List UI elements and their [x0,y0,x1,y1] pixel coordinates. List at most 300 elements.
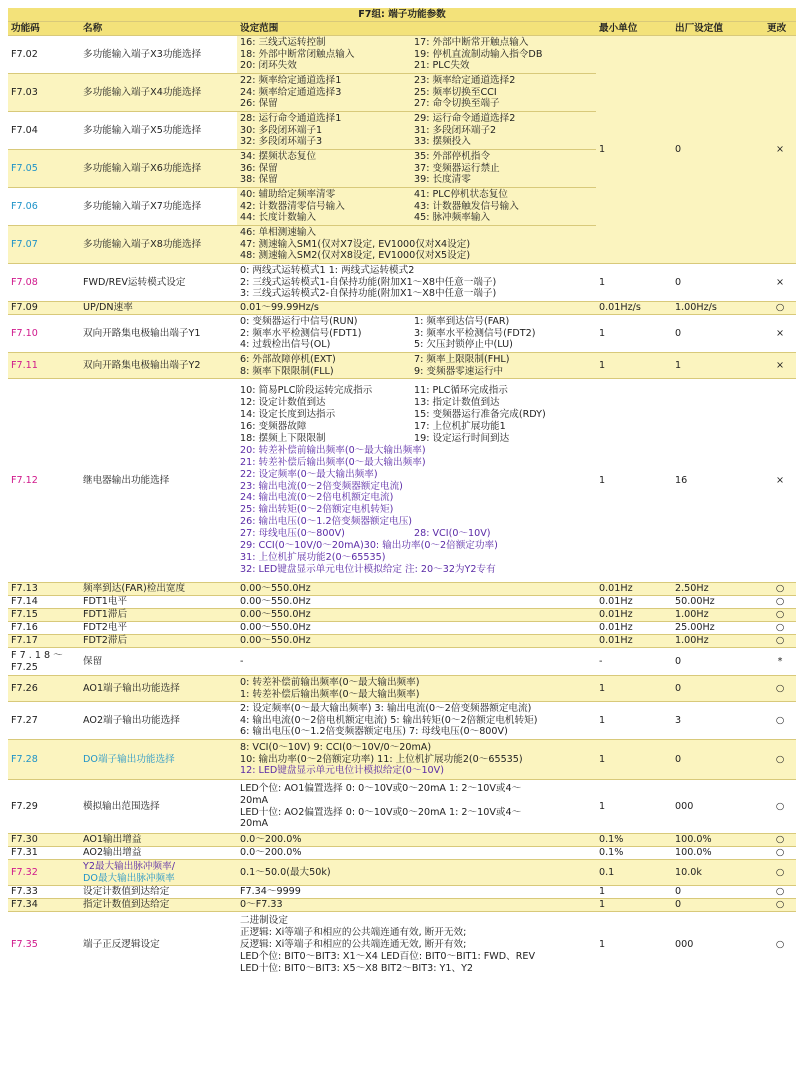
range-option: 24: 频率给定通道选择3 [240,86,342,98]
table-row [8,264,796,302]
param-code: F7.03 [8,74,80,112]
range-option: 43: 计数器触发信号输入 [414,200,519,212]
range-option: 36: 保留 [240,162,278,174]
range-line: 正逻辑: Xi等端子和相应的公共端连通有效, 断开无效; [240,926,467,938]
default-value: 0 [672,899,764,912]
range-line [240,397,593,409]
table-row [8,315,796,353]
param-name: 双向开路集电极输出端子Y2 [80,353,237,379]
param-code [8,648,80,676]
range-option: 28: 运行命令通道选择1 [240,112,342,124]
range-option: 8: 频率下限限制(FLL) [240,365,334,377]
param-code: F7.06 [8,188,80,226]
range-content [240,886,593,898]
default-value: 16 [672,379,764,583]
default-value: 0 [672,264,764,302]
range-option: 32: 多段闭环端子3 [240,136,323,148]
change-mark: × [764,353,796,379]
input-terminal-group [8,36,796,264]
range-option: 23: 频率给定通道选择2 [414,74,516,86]
change-mark: ○ [764,847,796,860]
range-content [240,867,593,879]
range-cell [237,702,596,740]
range-option: 45: 脉冲频率输入 [414,212,491,224]
default-value: 1.00Hz [672,635,764,648]
param-name: AO2端子输出功能选择 [80,702,237,740]
range-line: 反逻辑: Xi等端子和相应的公共端连通无效, 断开有效; [240,938,467,950]
default-value: 000 [672,912,764,978]
change-mark: ○ [764,740,796,780]
table-row [8,886,796,899]
range-content [240,189,593,225]
range-content [240,847,593,859]
min-unit: 0.1% [596,834,672,847]
header-range: 设定范围 [237,22,596,36]
range-option: 20: 闭环失效 [240,60,297,72]
default-value: 25.00Hz [672,622,764,635]
range-cell [237,112,596,150]
change-mark: ○ [764,899,796,912]
range-content [240,583,593,595]
range-line [240,60,593,72]
param-code: F7.09 [8,302,80,315]
table-row [8,648,796,676]
range-line: 0.00～550.0Hz [240,609,311,621]
change-mark: ○ [764,860,796,886]
range-line: - [240,655,244,667]
range-content [240,703,593,739]
param-name: FDT1电平 [80,596,237,609]
range-line: 22: 设定频率(0～最大输出频率) [240,468,378,480]
code-line: F7.25 [11,661,38,673]
range-line [240,354,593,366]
range-content [240,656,593,668]
table-row [8,702,796,740]
default-value: 0 [672,315,764,353]
range-cell [237,74,596,112]
range-option: 11: PLC循环完成指示 [414,385,508,397]
range-content [240,265,593,301]
range-line [240,75,593,87]
range-line: 46: 单相测速输入 [240,226,317,238]
table-row [8,834,796,847]
table-row [8,36,796,74]
table-row [8,635,796,648]
min-unit: 1 [596,379,672,583]
param-code: F7.32 [8,860,80,886]
range-option: 40: 辅助给定频率清零 [240,188,336,200]
min-unit: 1 [596,36,672,264]
range-option: 5: 欠压封锁停止中(LU) [414,339,513,351]
range-line: 48: 测速输入SM2(仅对X8设定, EV1000仅对X5设定) [240,250,471,262]
range-content [240,622,593,634]
range-line: 0.00～550.0Hz [240,583,311,595]
table-row [8,676,796,702]
param-code: F7.17 [8,635,80,648]
range-option: 29: 运行命令通道选择2 [414,112,516,124]
range-option: 2: 频率水平检测信号(FDT1) [240,327,362,339]
min-unit: 0.01Hz [596,635,672,648]
param-name: 指定计数值到达给定 [80,899,237,912]
param-name [80,860,237,886]
change-mark: * [764,648,796,676]
param-name: FDT1滞后 [80,609,237,622]
code-line: F 7 . 1 8 ～ [11,649,63,661]
range-line: 3: 三线式运转模式2-自保持功能(附加X1～X8中任意一端子) [240,288,497,300]
range-cell [237,583,596,596]
param-name: 多功能输入端子X4功能选择 [80,74,237,112]
range-option: 27: 母线电压(0～800V) [240,528,345,540]
range-line [240,174,593,186]
default-value: 2.50Hz [672,583,764,596]
range-option: 31: 多段闭环端子2 [414,124,497,136]
range-line: 47: 测速输入SM1(仅对X7设定, EV1000仅对X4设定) [240,238,471,250]
table-row [8,780,796,834]
range-line [240,421,593,433]
range-content [240,302,593,314]
range-cell [237,150,596,188]
change-mark: ○ [764,302,796,315]
param-code: F7.29 [8,780,80,834]
param-name: 双向开路集电极输出端子Y1 [80,315,237,353]
change-mark: ○ [764,596,796,609]
param-name: FDT2滞后 [80,635,237,648]
change-mark: × [764,264,796,302]
range-cell [237,740,596,780]
range-content [240,783,593,831]
range-cell [237,912,596,978]
range-option: 41: PLC停机状态复位 [414,188,508,200]
name-line: DO最大输出脉冲频率 [83,872,175,884]
param-name: 多功能输入端子X6功能选择 [80,150,237,188]
range-line: LED个位: AO1偏置选择 0: 0～10V或0～20mA 1: 2～10V或4～ [240,782,522,794]
param-code: F7.34 [8,899,80,912]
min-unit: 0.01Hz [596,609,672,622]
range-content [240,354,593,378]
param-name: AO2输出增益 [80,847,237,860]
range-option: 0: 变频器运行中信号(RUN) [240,315,358,327]
default-value: 50.00Hz [672,596,764,609]
range-line: 4: 输出电流(0～2倍电机额定电流) 5: 输出转矩(0～2倍额定电机转矩) [240,714,538,726]
range-line: 20: 转差补偿前输出频率(0～最大输出频率) [240,444,426,456]
default-value: 0 [672,36,764,264]
range-content [240,151,593,187]
range-line [240,151,593,163]
range-line: 0.00～550.0Hz [240,622,311,634]
range-option: 12: 设定计数值到达 [240,397,326,409]
min-unit: - [596,648,672,676]
default-value: 0 [672,676,764,702]
range-line: 8: VCI(0～10V) 9: CCI(0～10V/0～20mA) [240,741,432,753]
range-content [240,899,593,911]
range-option: 15: 变频器运行准备完成(RDY) [414,409,546,421]
range-line: 23: 输出电流(0～2倍变频器额定电流) [240,480,403,492]
range-option: 35: 外部停机指令 [414,150,491,162]
range-content [240,742,593,778]
min-unit: 1 [596,899,672,912]
param-name: 继电器输出功能选择 [80,379,237,583]
min-unit: 1 [596,912,672,978]
range-option: 13: 指定计数值到达 [414,397,500,409]
range-line: 6: 输出电压(0～1.2倍变频器额定电压) 7: 母线电压(0～800V) [240,726,508,738]
range-option: 39: 长度清零 [414,174,471,186]
range-cell [237,609,596,622]
range-option: 19: 设定运行时间到达 [414,432,510,444]
range-line: 0: 两线式运转模式1 1: 两线式运转模式2 [240,264,415,276]
range-line: 12: LED键盘显示单元电位计模拟给定(0～10V) [240,765,444,777]
param-code: F7.28 [8,740,80,780]
range-line [240,98,593,110]
param-code: F7.02 [8,36,80,74]
min-unit: 0.1% [596,847,672,860]
range-line: 0.00～550.0Hz [240,635,311,647]
range-cell [237,847,596,860]
param-code: F7.11 [8,353,80,379]
param-name: 频率到达(FAR)检出宽度 [80,583,237,596]
default-value: 0 [672,648,764,676]
range-line: 0.0～200.0% [240,847,302,859]
param-name: 多功能输入端子X3功能选择 [80,36,237,74]
range-cell [237,622,596,635]
range-cell [237,899,596,912]
range-content [240,915,593,975]
param-code: F7.05 [8,150,80,188]
range-content [240,37,593,73]
param-name: 多功能输入端子X5功能选择 [80,112,237,150]
range-line: 2: 设定频率(0～最大输出频率) 3: 输出电流(0～2倍变频器额定电流) [240,702,532,714]
param-code: F7.30 [8,834,80,847]
param-name: AO1输出增益 [80,834,237,847]
change-mark: ○ [764,886,796,899]
range-option: 9: 变频器零速运行中 [414,365,504,377]
range-line: 0: 转差补偿前输出频率(0～最大输出频率) [240,676,420,688]
min-unit: 1 [596,676,672,702]
header-default: 出厂设定值 [672,22,764,36]
table-row [8,596,796,609]
range-line: 1: 转差补偿后输出频率(0～最大输出频率) [240,688,420,700]
range-cell [237,353,596,379]
range-cell [237,226,596,264]
default-value: 1.00Hz [672,609,764,622]
min-unit: 1 [596,264,672,302]
range-option: 37: 变频器运行禁止 [414,162,500,174]
param-code: F7.08 [8,264,80,302]
range-option: 19: 停机直流制动输入指令DB [414,48,543,60]
range-content [240,113,593,149]
range-cell [237,648,596,676]
default-value: 000 [672,780,764,834]
range-content [240,316,593,352]
range-content [240,596,593,608]
range-option: 18: 摆频上下限限制 [240,432,326,444]
range-option: 18: 外部中断常闭触点输入 [240,48,355,60]
table-row [8,912,796,978]
range-option: 10: 简易PLC阶段运转完成指示 [240,385,373,397]
range-line [240,366,593,378]
range-line [240,316,593,328]
parameter-table-page [8,8,796,978]
range-cell [237,596,596,609]
range-option: 14: 设定长度到达指示 [240,409,336,421]
range-line: 32: LED键盘显示单元电位计模拟给定 注: 20～32为Y2专有 [240,563,496,575]
range-line: 0.01～99.99Hz/s [240,302,319,314]
range-line [240,163,593,175]
param-name: 多功能输入端子X7功能选择 [80,188,237,226]
param-code: F7.07 [8,226,80,264]
range-content [240,75,593,111]
default-value: 10.0k [672,860,764,886]
name-line: Y2最大输出脉冲频率/ [83,860,175,872]
min-unit: 0.01Hz [596,583,672,596]
range-line [240,201,593,213]
default-value: 1 [672,353,764,379]
param-name: 保留 [80,648,237,676]
table-row [8,609,796,622]
range-content [240,609,593,621]
param-code: F7.31 [8,847,80,860]
range-option: 16: 变频器故障 [240,420,307,432]
range-line: 二进制设定 [240,914,288,926]
range-line [240,328,593,340]
param-name: FWD/REV运转模式设定 [80,264,237,302]
change-mark: ○ [764,583,796,596]
range-line: F7.34～9999 [240,886,301,898]
min-unit: 1 [596,353,672,379]
range-option: 34: 摆频状态复位 [240,150,317,162]
default-value: 100.0% [672,834,764,847]
range-option: 1: 频率到达信号(FAR) [414,315,510,327]
range-line: 0～F7.33 [240,899,283,911]
change-mark: ○ [764,780,796,834]
param-name: 模拟输出范围选择 [80,780,237,834]
range-line: 31: 上位机扩展功能2(0～65535) [240,551,386,563]
change-mark: ○ [764,635,796,648]
min-unit: 0.01Hz [596,622,672,635]
range-line: 25: 输出转矩(0～2倍额定电机转矩) [240,504,394,516]
range-option: 30: 多段闭环端子1 [240,124,323,136]
change-mark: × [764,36,796,264]
range-line: 24: 输出电流(0～2倍电机额定电流) [240,492,394,504]
range-cell [237,886,596,899]
change-mark: ○ [764,622,796,635]
table-row [8,302,796,315]
param-code: F7.04 [8,112,80,150]
table-row [8,353,796,379]
range-option: 7: 频率上限限制(FHL) [414,353,510,365]
param-code: F7.13 [8,583,80,596]
default-value: 1.00Hz/s [672,302,764,315]
range-line [240,37,593,49]
param-name: DO端子输出功能选择 [80,740,237,780]
range-line [240,212,593,224]
min-unit: 1 [596,740,672,780]
table-row [8,622,796,635]
table-row [8,899,796,912]
range-cell [237,36,596,74]
range-option: 28: VCI(0～10V) [414,528,491,540]
range-option: 42: 计数器清零信号输入 [240,200,345,212]
range-line [240,339,593,351]
range-line: 21: 转差补偿后输出频率(0～最大输出频率) [240,456,426,468]
range-line [240,49,593,61]
range-option: 27: 命令切换至端子 [414,98,500,110]
param-code: F7.33 [8,886,80,899]
param-code: F7.14 [8,596,80,609]
range-line [240,87,593,99]
range-cell [237,315,596,353]
range-line [240,189,593,201]
param-name: 端子正反逻辑设定 [80,912,237,978]
change-mark: × [764,379,796,583]
change-mark: ○ [764,609,796,622]
range-option: 4: 过载检出信号(OL) [240,339,331,351]
range-cell [237,188,596,226]
header-name: 名称 [80,22,237,36]
remaining-rows [8,264,796,978]
min-unit: 1 [596,702,672,740]
change-mark: ○ [764,834,796,847]
range-content [240,635,593,647]
table-row [8,740,796,780]
header-min-unit: 最小单位 [596,22,672,36]
range-line: 20mA [240,818,269,830]
min-unit: 0.01Hz/s [596,302,672,315]
range-cell [237,780,596,834]
range-cell [237,264,596,302]
range-cell [237,676,596,702]
table-row [8,379,796,583]
header-change: 更改 [764,22,796,36]
change-mark: × [764,315,796,353]
param-name: 设定计数值到达给定 [80,886,237,899]
range-cell [237,635,596,648]
range-option: 25: 频率切换至CCI [414,86,497,98]
header-code: 功能码 [8,22,80,36]
range-line [240,113,593,125]
range-line: 26: 输出电压(0～1.2倍变频器额定电压) [240,516,413,528]
param-name: AO1端子输出功能选择 [80,676,237,702]
range-option: 6: 外部故障停机(EXT) [240,353,336,365]
range-cell [237,379,596,583]
param-code: F7.15 [8,609,80,622]
range-content [240,385,593,576]
table-row [8,860,796,886]
change-mark: ○ [764,676,796,702]
range-line [240,433,593,445]
range-option: 26: 保留 [240,98,278,110]
range-line: 0.0～200.0% [240,834,302,846]
range-line: 0.1～50.0(最大50k) [240,866,331,878]
range-line [240,528,593,540]
param-code: F7.26 [8,676,80,702]
range-content [240,227,593,263]
range-content [240,834,593,846]
range-line: 0.00～550.0Hz [240,596,311,608]
range-line: LED十位: BIT0～BIT3: X5～X8 BIT2～BIT3: Y1、Y2 [240,962,474,974]
param-code: F7.10 [8,315,80,353]
range-line: LED个位: BIT0～BIT3: X1～X4 LED百位: BIT0～BIT1: FWD、REV [240,950,536,962]
param-code: F7.12 [8,379,80,583]
default-value: 3 [672,702,764,740]
param-name: 多功能输入端子X8功能选择 [80,226,237,264]
range-option: 44: 长度计数输入 [240,212,317,224]
range-line [240,125,593,137]
change-mark: ○ [764,702,796,740]
range-option: 38: 保留 [240,174,278,186]
param-code: F7.35 [8,912,80,978]
range-option: 17: 上位机扩展功能1 [414,420,506,432]
range-option: 17: 外部中断常开触点输入 [414,36,529,48]
